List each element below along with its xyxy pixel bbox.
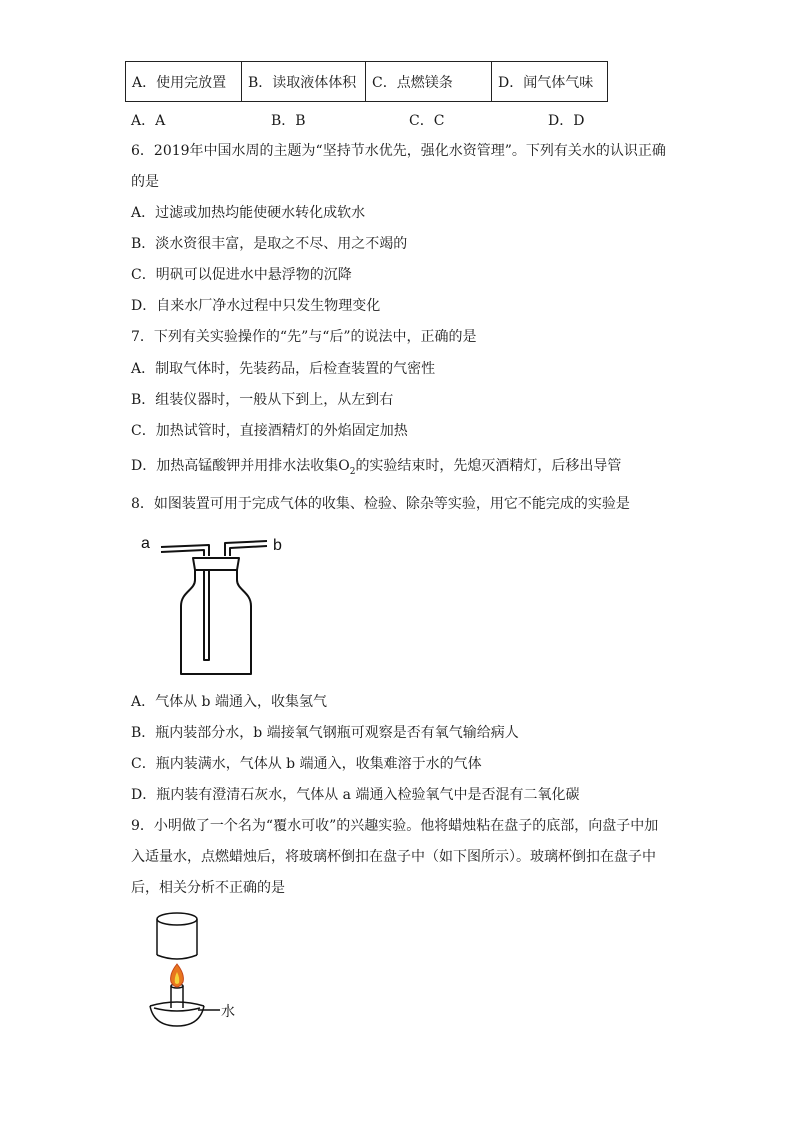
q5-answer-a: A．A bbox=[131, 113, 166, 129]
q7-option-d bbox=[131, 456, 621, 482]
q9-water-label: 水 bbox=[221, 1004, 235, 1020]
q8-option-a: A．气体从 b 端通入，收集氢气 bbox=[131, 694, 327, 710]
q6-stem-line-1: 6．2019年中国水周的主题为“坚持节水优先，强化水资管理”。下列有关水的认识正确 bbox=[131, 143, 666, 159]
q8-label-a: a bbox=[141, 535, 150, 552]
q5-cell-a: A．使用完放置 bbox=[126, 62, 242, 102]
q5-answer-c: C．C bbox=[409, 113, 445, 129]
q8-label-b: b bbox=[273, 537, 282, 554]
q8-option-b: B．瓶内装部分水，b 端接氧气钢瓶可观察是否有氧气输给病人 bbox=[131, 725, 519, 741]
q7-option-d-subscript: 2 bbox=[349, 466, 356, 477]
q5-cell-d: D．闻气体气味 bbox=[492, 62, 608, 102]
q6-option-d: D．自来水厂净水过程中只发生物理变化 bbox=[131, 298, 381, 314]
q6-option-a: A．过滤或加热均能使硬水转化成软水 bbox=[131, 205, 366, 221]
q5-cell-b: B．读取液体体积 bbox=[242, 62, 366, 102]
q6-option-c: C．明矾可以促进水中悬浮物的沉降 bbox=[131, 267, 352, 283]
q8-stem: 8．如图装置可用于完成气体的收集、检验、除杂等实验，用它不能完成的实验是 bbox=[131, 496, 630, 512]
q6-stem-line-2: 的是 bbox=[131, 174, 159, 190]
q9-candle-figure bbox=[140, 908, 250, 1038]
q7-option-a: A．制取气体时，先装药品，后检查装置的气密性 bbox=[131, 361, 436, 377]
q5-option-table bbox=[125, 61, 608, 102]
q9-stem-line-1: 9．小明做了一个名为“覆水可收”的兴趣实验。他将蜡烛粘在盘子的底部，向盘子中加 bbox=[131, 818, 659, 834]
q7-option-d-post: 的实验结束时，先熄灭酒精灯，后移出导管 bbox=[355, 458, 622, 474]
q5-cell-c: C．点燃镁条 bbox=[366, 62, 492, 102]
q7-option-b: B．组装仪器时，一般从下到上，从左到右 bbox=[131, 392, 394, 408]
q8-gas-bottle-figure bbox=[135, 528, 295, 678]
q7-option-c: C．加热试管时，直接酒精灯的外焰固定加热 bbox=[131, 423, 408, 439]
q5-answer-d: D．D bbox=[548, 113, 585, 129]
q8-option-c: C．瓶内装满水，气体从 b 端通入，收集难溶于水的气体 bbox=[131, 756, 482, 772]
q7-stem: 7．下列有关实验操作的“先”与“后”的说法中，正确的是 bbox=[131, 329, 477, 345]
q5-answer-b: B．B bbox=[271, 113, 306, 129]
q7-option-d-pre: D．加热高锰酸钾并用排水法收集O bbox=[131, 458, 350, 474]
q8-option-d: D．瓶内装有澄清石灰水，气体从 a 端通入检验氧气中是否混有二氧化碳 bbox=[131, 787, 580, 803]
q9-stem-line-3: 后，相关分析不正确的是 bbox=[131, 880, 285, 896]
q6-option-b: B．淡水资很丰富，是取之不尽、用之不竭的 bbox=[131, 236, 408, 252]
q9-stem-line-2: 入适量水，点燃蜡烛后，将玻璃杯倒扣在盘子中（如下图所示）。玻璃杯倒扣在盘子中 bbox=[131, 849, 656, 865]
